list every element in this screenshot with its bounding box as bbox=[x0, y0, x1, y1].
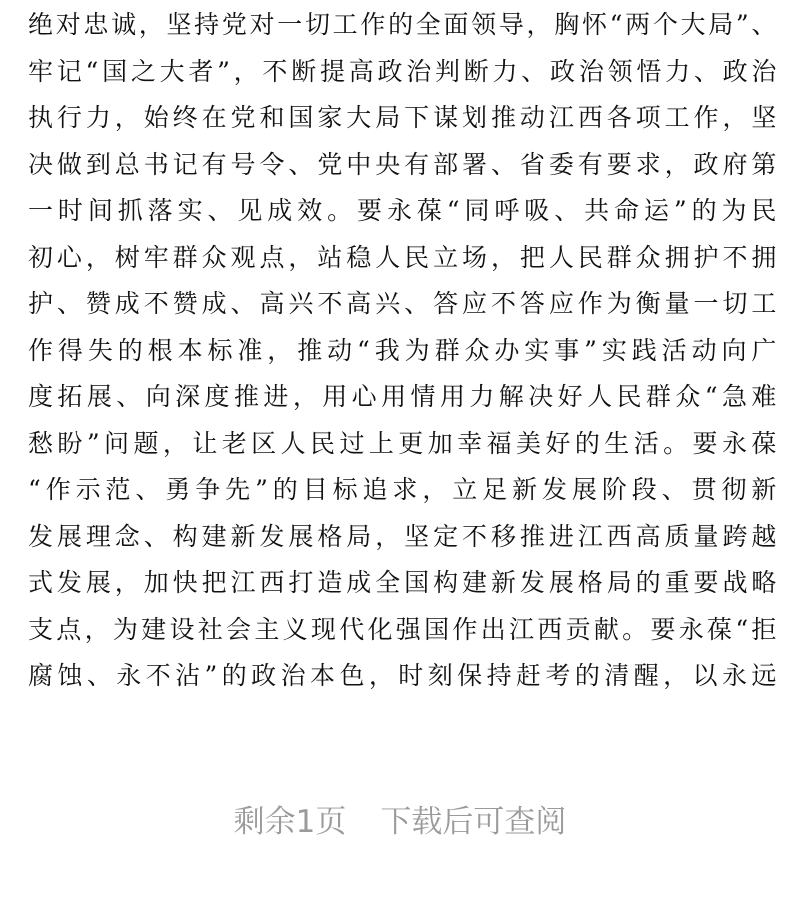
text-line: 度拓展、向深度推进，用心用情用力解决好人民群众“急难 bbox=[28, 382, 778, 411]
text-line: 一时间抓落实、见成效。要永葆“同呼吸、共命运”的为民 bbox=[28, 196, 778, 225]
text-line: 愁盼”问题，让老区人民过上更加幸福美好的生活。要永葆 bbox=[28, 428, 778, 458]
text-line: “作示范、勇争先”的目标追求，立足新发展阶段、贯彻新 bbox=[28, 475, 778, 504]
text-line: 发展理念、构建新发展格局，坚定不移推进江西高质量跨越 bbox=[28, 521, 778, 551]
remaining-pages-label: 剩余1页 bbox=[233, 804, 347, 840]
text-line: 牢记“国之大者”，不断提高政治判断力、政治领悟力、政治 bbox=[28, 56, 778, 86]
text-line: 护、赞成不赞成、高兴不高兴、答应不答应作为衡量一切工 bbox=[28, 289, 778, 318]
text-line: 腐蚀、永不沾”的政治本色，时刻保持赶考的清醒，以永远 bbox=[28, 661, 778, 690]
text-line: 作得失的根本标准，推动“我为群众办实事”实践活动向广 bbox=[28, 335, 778, 365]
text-line: 决做到总书记有号令、党中央有部署、省委有要求，政府第 bbox=[28, 149, 778, 179]
text-line: 支点，为建设社会主义现代化强国作出江西贡献。要永葆“拒 bbox=[28, 614, 778, 644]
body-text bbox=[28, 2, 778, 700]
download-to-view-label: 下载后可查阅 bbox=[380, 804, 567, 840]
download-prompt-button[interactable] bbox=[0, 796, 800, 841]
text-line: 绝对忠诚，坚持党对一切工作的全面领导，胸怀“两个大局”、 bbox=[28, 10, 778, 39]
text-line: 初心，树牢群众观点，站稳人民立场，把人民群众拥护不拥 bbox=[28, 242, 778, 272]
text-line: 执行力，始终在党和国家大局下谋划推动江西各项工作，坚 bbox=[28, 103, 778, 132]
text-line: 式发展，加快把江西打造成全国构建新发展格局的重要战略 bbox=[28, 568, 778, 597]
